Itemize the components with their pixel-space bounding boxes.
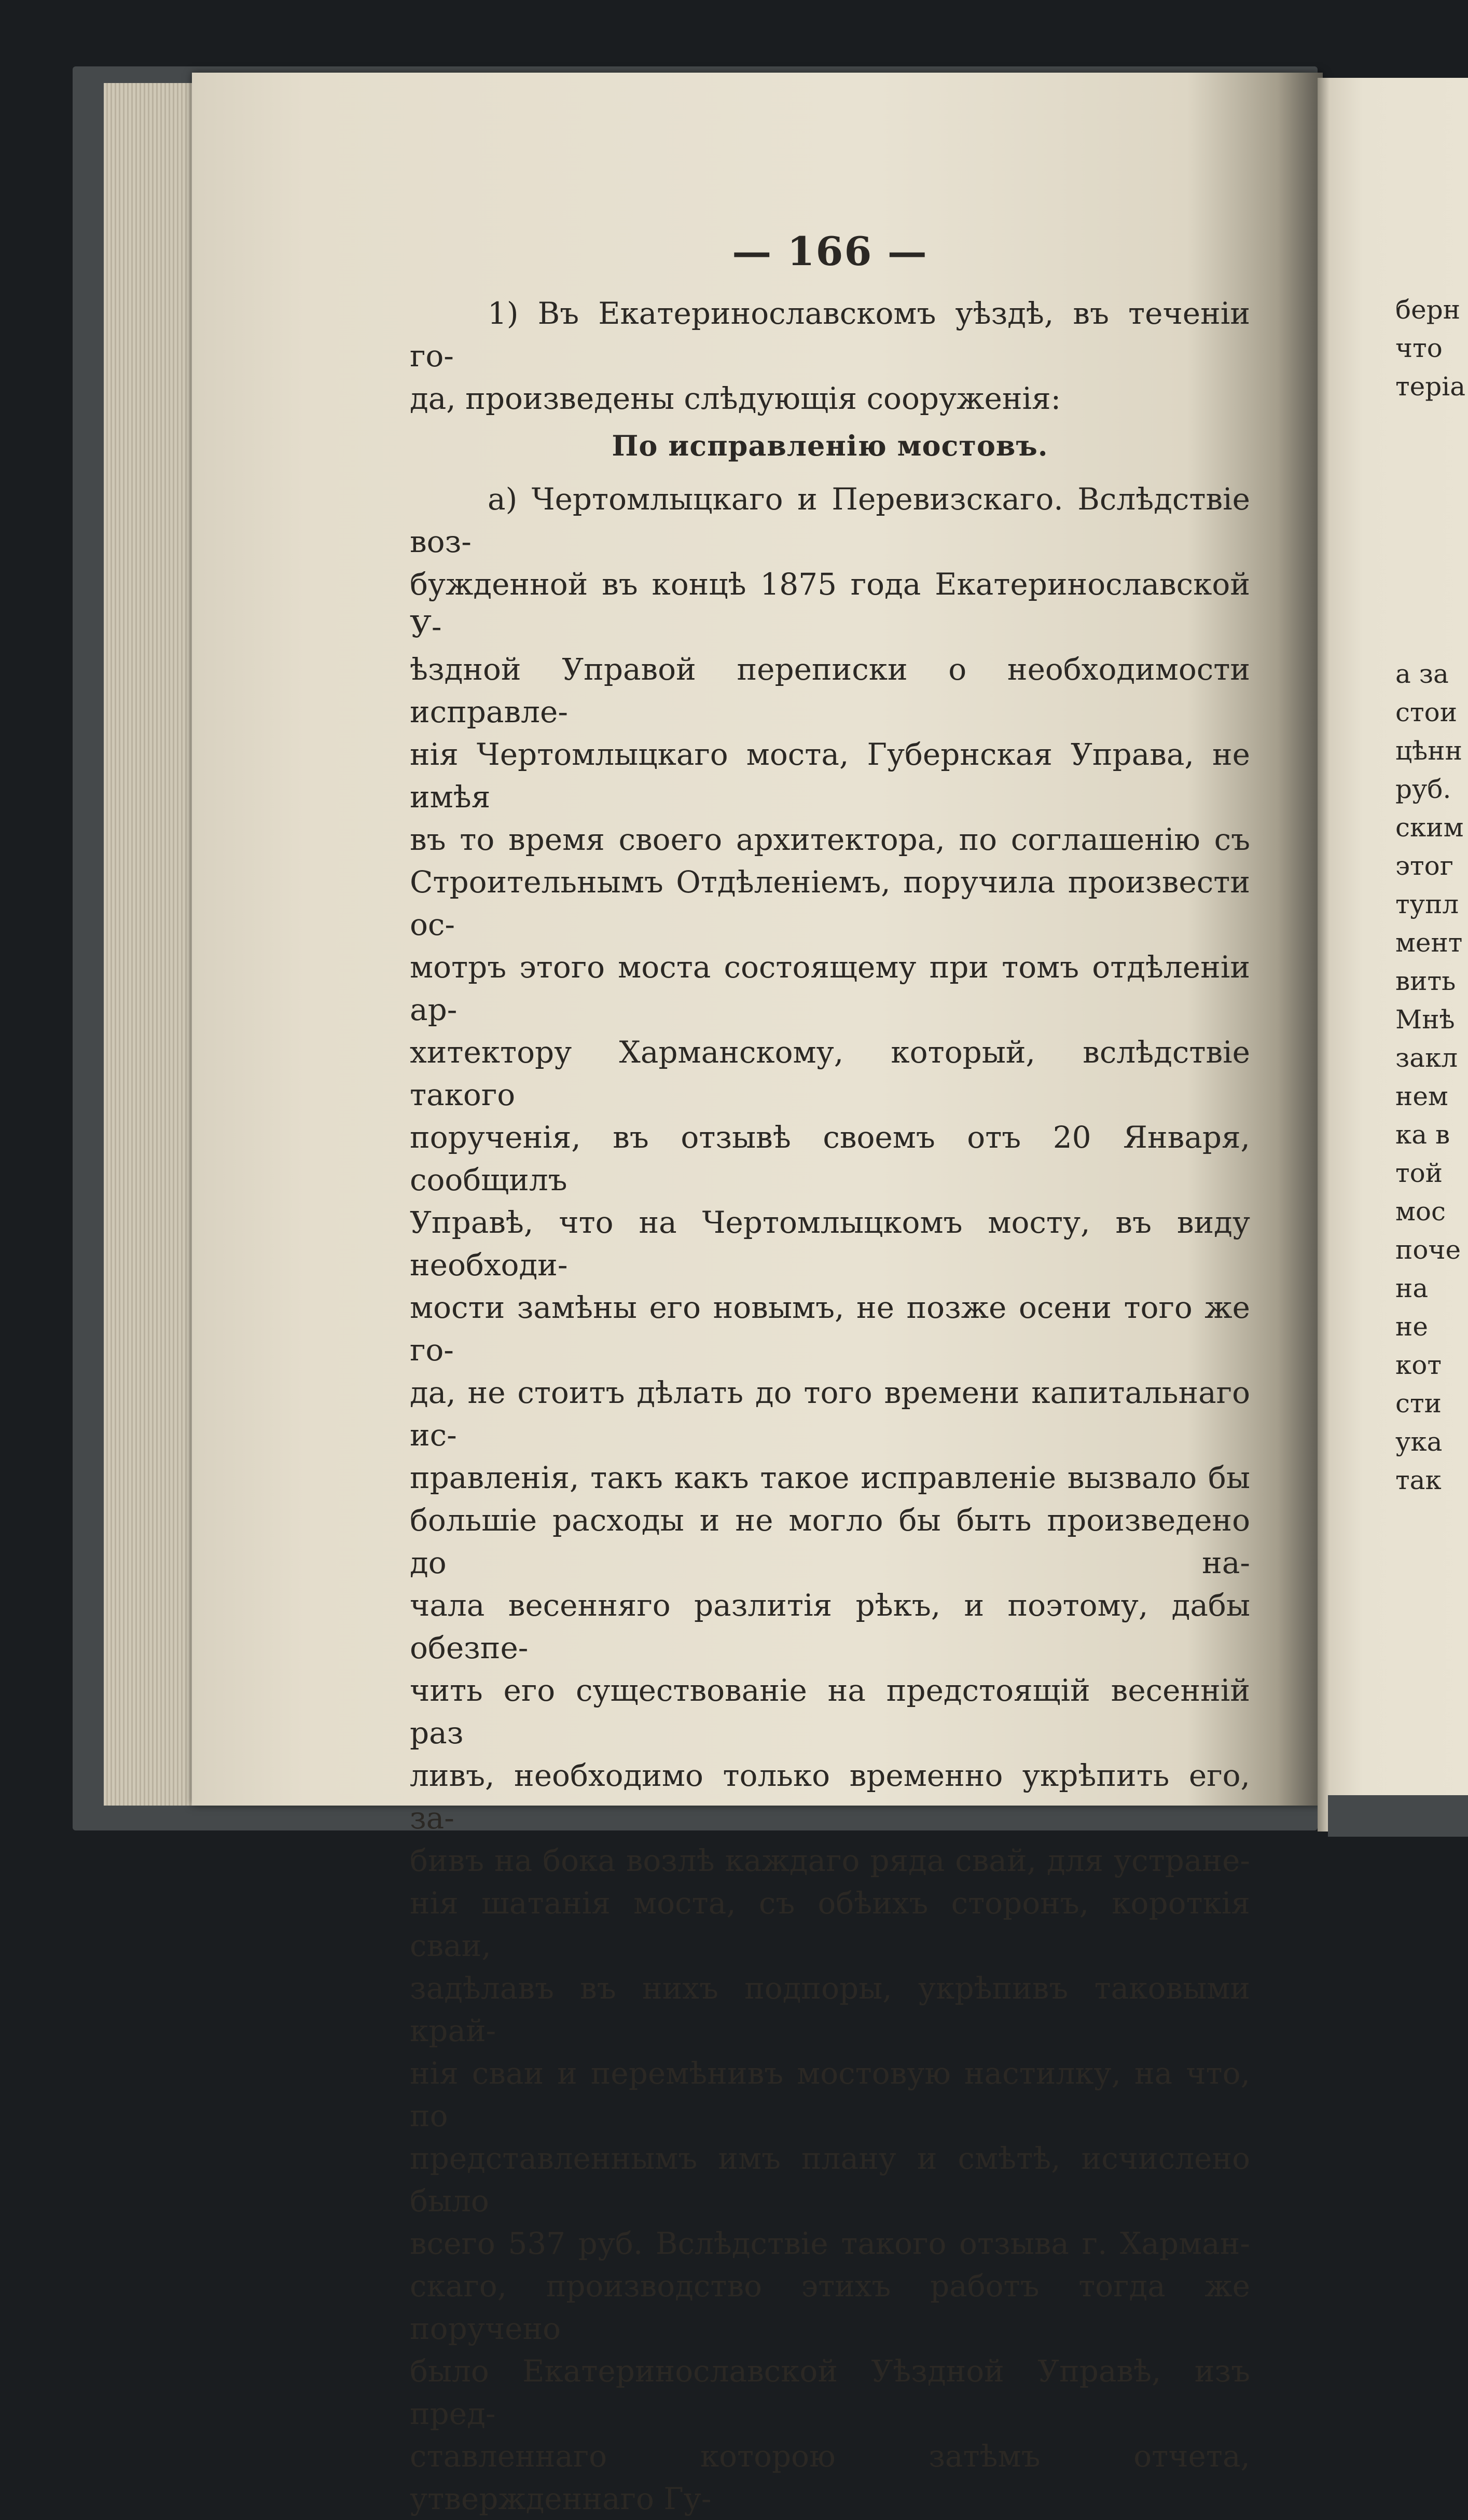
right-text-line: мос bbox=[1395, 1196, 1446, 1227]
right-text-line: кот bbox=[1395, 1350, 1442, 1380]
right-page-text bbox=[1395, 291, 1468, 1499]
text-line: нія шатанія моста, съ обѣихъ сторонъ, короткія сваи, bbox=[410, 1885, 1250, 1963]
right-text-line: ка в bbox=[1395, 1120, 1450, 1150]
right-cover-edge bbox=[1328, 1795, 1468, 1837]
text-line: всего 537 руб. Вслѣдствіе такого отзыва г. Харман- bbox=[410, 2226, 1250, 2261]
right-text-line: ским bbox=[1395, 813, 1464, 843]
right-text-line: ука bbox=[1395, 1427, 1443, 1457]
text-line: Управѣ, что на Чертомлыцкомъ мосту, въ виду необходи- bbox=[410, 1205, 1250, 1283]
right-text-line: вить bbox=[1395, 966, 1456, 996]
text-line: 1) Въ Екатеринославскомъ уѣздѣ, въ теченіи го- bbox=[410, 296, 1250, 374]
right-text-line: закл bbox=[1395, 1043, 1458, 1073]
text-line: порученія, въ отзывѣ своемъ отъ 20 Января, сообщилъ bbox=[410, 1120, 1250, 1197]
right-text-line: не bbox=[1395, 1312, 1428, 1342]
text-line: а) Чертомлыцкаго и Перевизскаго. Вслѣдствіе воз- bbox=[410, 481, 1250, 559]
right-text-line: этог bbox=[1395, 851, 1453, 881]
right-text-line: что bbox=[1395, 333, 1443, 363]
text-line: бивъ на бока возлѣ каждаго ряда свай, для устране- bbox=[410, 1843, 1250, 1878]
text-line: бужденной въ концѣ 1875 года Екатеринославской У- bbox=[410, 567, 1250, 644]
text-line: правленія, такъ какъ такое исправленіе вызвало бы bbox=[410, 1460, 1250, 1495]
text-line: да, не стоитъ дѣлать до того времени капитальнаго ис- bbox=[410, 1375, 1250, 1453]
text-line: ѣздной Управой переписки о необходимости исправле- bbox=[410, 652, 1250, 729]
page-number: — 166 — bbox=[732, 228, 928, 274]
right-text-line: так bbox=[1395, 1465, 1442, 1495]
right-text-line: нем bbox=[1395, 1081, 1448, 1111]
text-line: задѣлавъ въ нихъ подпоры, укрѣпивъ таковыми край- bbox=[410, 1971, 1250, 2048]
right-text-line: цѣнн bbox=[1395, 736, 1462, 766]
text-line: нія сваи и перемѣнивъ мостовую настилку, на что, по bbox=[410, 2056, 1250, 2133]
text-line: было Екатеринославской Уѣздной Управѣ, изъ пред- bbox=[410, 2353, 1250, 2431]
text-line: скаго, производство этихъ работъ тогда же поручено bbox=[410, 2268, 1250, 2346]
right-text-line: Мнѣ bbox=[1395, 1004, 1455, 1035]
text-line: мости замѣны его новымъ, не позже осени того же го- bbox=[410, 1290, 1250, 1368]
right-text-line: поче bbox=[1395, 1235, 1461, 1265]
left-page-text bbox=[410, 228, 1250, 2520]
right-text-line: той bbox=[1395, 1158, 1443, 1188]
right-text-line: мент bbox=[1395, 928, 1463, 958]
right-text-line: на bbox=[1395, 1273, 1429, 1303]
text-line: чить его существованіе на предстоящій весенній раз bbox=[410, 1673, 1250, 1751]
text-line: мотръ этого моста состоящему при томъ отдѣленіи ар- bbox=[410, 949, 1250, 1027]
text-line: въ то время своего архитектора, по соглашенію съ bbox=[410, 822, 1250, 857]
right-text-line: руб. bbox=[1395, 774, 1451, 804]
text-line: ставленнаго которою затѣмъ отчета, утвержденнаго Гу- bbox=[410, 2439, 1250, 2516]
page-edges bbox=[104, 83, 197, 1806]
right-text-line: тупл bbox=[1395, 889, 1459, 919]
text-line: Строительнымъ Отдѣленіемъ, поручила произвести ос- bbox=[410, 864, 1250, 942]
section-heading: По исправленію мостовъ. bbox=[612, 429, 1048, 462]
right-text-line: теріа bbox=[1395, 371, 1466, 402]
right-text-line: сти bbox=[1395, 1388, 1442, 1419]
text-line: чала весенняго разлитія рѣкъ, и поэтому, дабы обезпе- bbox=[410, 1588, 1250, 1665]
text-line: ливъ, необходимо только временно укрѣпить его, за- bbox=[410, 1758, 1250, 1836]
text-line: хитектору Харманскому, который, вслѣдствіе такого bbox=[410, 1035, 1250, 1112]
text-line: да, произведены слѣдующія сооруженія: bbox=[410, 381, 1061, 416]
right-text-line: стои bbox=[1395, 697, 1458, 727]
text-line: нія Чертомлыцкаго моста, Губернская Управа, не имѣя bbox=[410, 737, 1250, 815]
text-line: представленнымъ имъ плану и смѣтѣ, исчислено было bbox=[410, 2141, 1250, 2219]
right-text-line: берн bbox=[1395, 295, 1461, 325]
right-text-line: а за bbox=[1395, 659, 1449, 689]
text-line: большіе расходы и не могло бы быть произведено до на- bbox=[410, 1503, 1250, 1580]
